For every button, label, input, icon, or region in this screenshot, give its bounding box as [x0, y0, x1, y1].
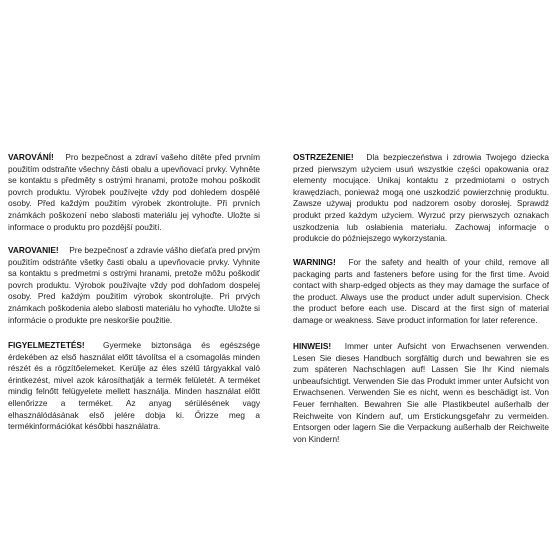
warning-title-cz: VAROVÁNÍ! — [8, 152, 54, 162]
warning-block-hu — [8, 340, 260, 433]
warning-text-cz: Pro bezpečnost a zdraví vašeho dítěte před prvním použitím odstraňte všechny části obalu a upevňovací prvky. Vyhněte se kontaktu s předměty s ostrými hranami, protože mohou poškodit povrch produktu. Výrobek používejte vždy pod dohledem dospělé osoby. Před každým použitím výrobek zkontrolujte. Při prvních známkách poškození nebo slabosti materiálu jej vyhoďte. Uložte si informace o produktu pro pozdější použití. — [8, 152, 260, 232]
warning-text-hu: Gyermeke biztonsága és egészsége érdekében az első használat előtt távolítsa el a csomagolás minden részét és a rögzítőelemeket. Kerülje az éles szélű tárgyakkal való érintkezést, mivel azok károsíthatják a termék felületét. A terméket mindig felnőtt felügyelete mellett használja. Minden használat előtt ellenőrizze a terméket. Az anyag sérülésének vagy elhasználódásának első jelére dobja ki. Őrizze meg a termékinformációkat későbbi használatra. — [8, 340, 260, 432]
warning-text-en: For the safety and health of your child, remove all packaging parts and fasteners before using for the first time. Avoid contact with sharp-edged objects as they may damage the surface of the product. Always use the product under adult supervision. Check the product before each use. Discard at the first sign of material damage or weakness. Save product information for later reference. — [293, 257, 549, 325]
warning-title-pl: OSTRZEŻENIE! — [293, 152, 354, 162]
warning-block-pl — [293, 152, 549, 245]
warning-block-de — [293, 341, 549, 445]
warning-title-de: HINWEIS! — [293, 341, 332, 351]
warning-text-pl: Dla bezpieczeństwa i zdrowia Twojego dziecka przed pierwszym użyciem usuń wszystkie części opakowania oraz elementy mocujące. Unikaj kontaktu z przedmiotami o ostrych krawędziach, ponieważ mogą one uszkodzić powierzchnię produktu. Zawsze używaj produktu pod nadzorem osoby dorosłej. Sprawdź produkt przed każdym użyciem. Wyrzuć przy pierwszych oznakach uszkodzenia lub osłabienia materiału. Zachowaj informacje o produkcie do późniejszego wykorzystania. — [293, 152, 549, 244]
warning-text-sk: Pre bezpečnosť a zdravie vášho dieťaťa pred prvým použitím odstráňte všetky časti obalu a upevňovacie prvky. Vyhnite sa kontaktu s predmetmi s ostrými hranami, pretože môžu poškodiť povrch produktu. Výrobok používajte vždy pod dohľadom dospelej osoby. Pred každým použitím výrobok skontrolujte. Pri prvých známkach poškodenia alebo slabosti materiálu ho vyhoďte. Uložte si informácie o produkte pre neskoršie použitie. — [8, 245, 260, 325]
warning-block-sk — [8, 245, 260, 326]
warning-title-sk: VAROVANIE! — [8, 245, 59, 255]
warning-title-en: WARNING! — [293, 257, 336, 267]
warning-text-de: Immer unter Aufsicht von Erwachsenen verwenden. Lesen Sie dieses Handbuch sorgfältig durch und bewahren sie es zum späteren Nachschlagen auf! Lassen Sie Ihr Kind niemals unbeaufsichtigt. Verwenden Sie das Produkt immer unter Aufsicht von Erwachsenen. Verwenden Sie es nicht, wenn es beschädigt ist. Von Feuer fernhalten. Bewahren Sie alle Plastikbeutel außerhalb der Reichweite von Kindern auf, um Erstickungsgefahr zu vermeiden. Entsorgen oder lagern Sie die Verpackung außerhalb der Reichweite von Kindern! — [293, 341, 549, 444]
warning-title-hu: FIGYELMEZTETÉS! — [8, 340, 85, 350]
warning-block-en — [293, 257, 549, 327]
warning-block-cz — [8, 152, 260, 233]
